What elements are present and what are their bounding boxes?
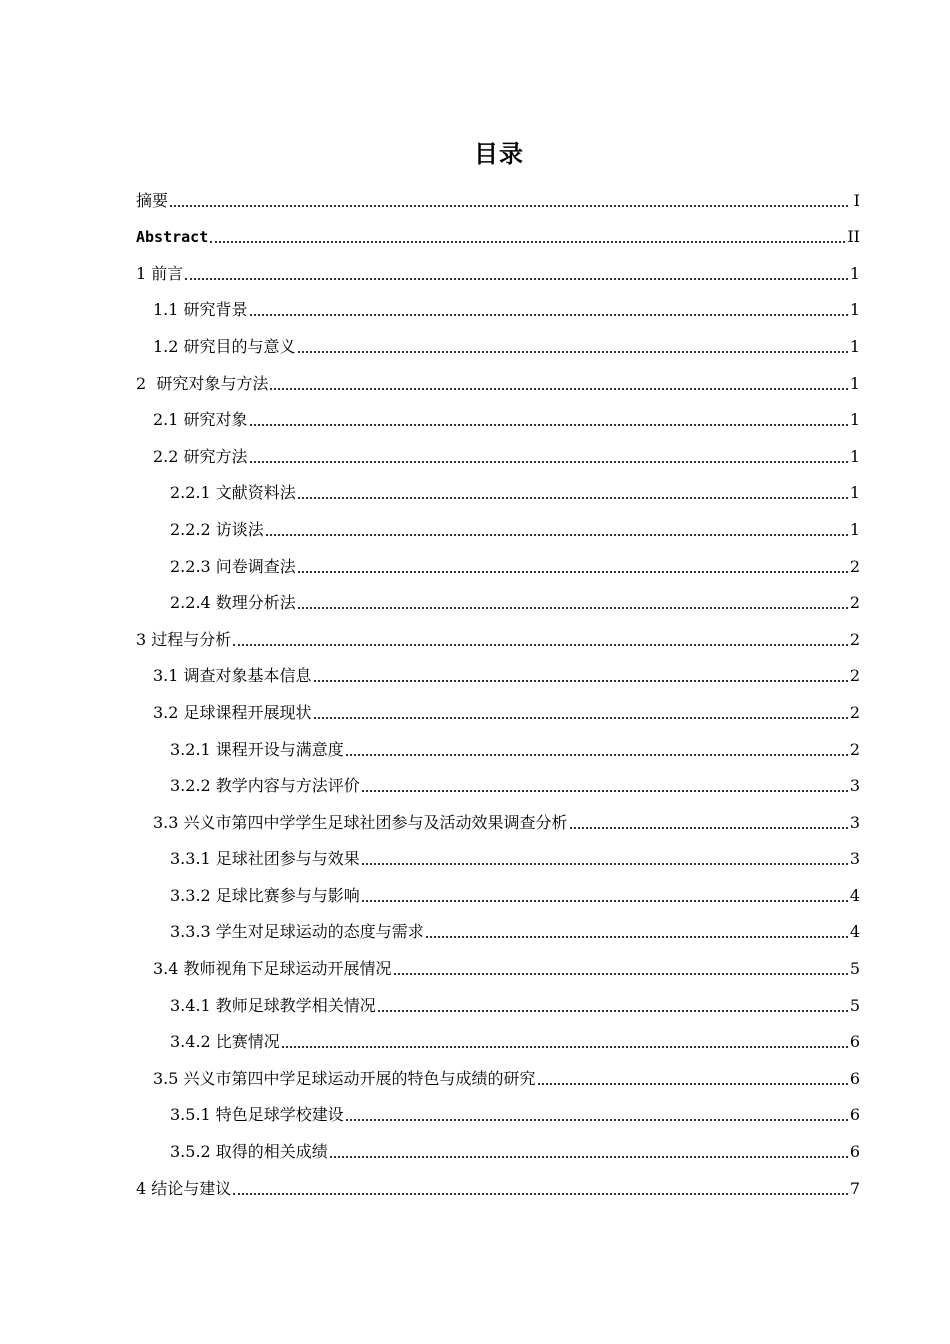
toc-entry-label: 1.1 研究背景 bbox=[153, 300, 248, 320]
toc-entry-page: 1 bbox=[849, 263, 860, 283]
toc-entry-3-3[interactable] bbox=[136, 804, 860, 841]
toc-entry-2-2-1[interactable] bbox=[136, 475, 860, 512]
dot-leader bbox=[185, 278, 848, 280]
toc-list bbox=[136, 182, 860, 1207]
toc-entry-label: 3.2.1 课程开设与满意度 bbox=[170, 739, 344, 759]
toc-entry-page: 1 bbox=[849, 519, 860, 539]
toc-entry-page: 2 bbox=[849, 556, 860, 576]
dot-leader bbox=[298, 607, 848, 609]
toc-entry-3-1[interactable] bbox=[136, 658, 860, 695]
toc-entry-page: 4 bbox=[849, 922, 860, 942]
toc-entry-3-4[interactable] bbox=[136, 950, 860, 987]
toc-entry-page: 1 bbox=[849, 336, 860, 356]
toc-entry-page: I bbox=[853, 190, 860, 210]
toc-entry-label: 2 研究对象与方法 bbox=[136, 373, 269, 393]
toc-entry-abstract-cn[interactable] bbox=[136, 182, 860, 219]
toc-entry-page: 2 bbox=[849, 593, 860, 613]
dot-leader bbox=[210, 241, 845, 243]
toc-entry-label: 2.2 研究方法 bbox=[153, 446, 248, 466]
toc-entry-page: II bbox=[847, 227, 860, 247]
dot-leader bbox=[378, 1010, 848, 1012]
toc-entry-label: 3.4.1 教师足球教学相关情况 bbox=[170, 995, 376, 1015]
toc-entry-label: 3.2.2 教学内容与方法评价 bbox=[170, 776, 360, 796]
toc-entry-page: 7 bbox=[849, 1178, 860, 1198]
toc-entry-3[interactable] bbox=[136, 621, 860, 658]
toc-entry-abstract-en[interactable] bbox=[136, 219, 860, 256]
toc-entry-label: 3 过程与分析 bbox=[136, 629, 232, 649]
toc-entry-2[interactable] bbox=[136, 365, 860, 402]
toc-entry-page: 4 bbox=[849, 885, 860, 905]
toc-entry-label: 3.2 足球课程开展现状 bbox=[153, 702, 312, 722]
toc-entry-label: 2.2.2 访谈法 bbox=[170, 519, 264, 539]
toc-entry-1-2[interactable] bbox=[136, 328, 860, 365]
toc-entry-label: 3.5.2 取得的相关成绩 bbox=[170, 1142, 328, 1162]
toc-entry-page: 5 bbox=[849, 959, 860, 979]
dot-leader bbox=[362, 900, 848, 902]
toc-entry-label: 3.5.1 特色足球学校建设 bbox=[170, 1105, 344, 1125]
toc-entry-1[interactable] bbox=[136, 255, 860, 292]
toc-entry-label: 3.3.1 足球社团参与与效果 bbox=[170, 849, 360, 869]
dot-leader bbox=[170, 205, 848, 207]
toc-entry-label: 3.1 调查对象基本信息 bbox=[153, 666, 312, 686]
toc-entry-page: 1 bbox=[849, 446, 860, 466]
toc-entry-3-3-2[interactable] bbox=[136, 877, 860, 914]
dot-leader bbox=[298, 351, 848, 353]
toc-entry-page: 1 bbox=[849, 300, 860, 320]
toc-entry-label: Abstract bbox=[136, 228, 209, 247]
dot-leader bbox=[346, 1119, 848, 1121]
dot-leader bbox=[346, 754, 848, 756]
toc-entry-page: 2 bbox=[849, 702, 860, 722]
dot-leader bbox=[330, 1156, 848, 1158]
toc-entry-label: 3.5 兴义市第四中学足球运动开展的特色与成绩的研究 bbox=[153, 1068, 536, 1088]
toc-entry-page: 1 bbox=[849, 373, 860, 393]
toc-entry-page: 2 bbox=[849, 739, 860, 759]
dot-leader bbox=[298, 571, 848, 573]
dot-leader bbox=[298, 497, 848, 499]
toc-entry-label: 3.4 教师视角下足球运动开展情况 bbox=[153, 959, 392, 979]
toc-entry-label: 4 结论与建议 bbox=[136, 1178, 232, 1198]
toc-entry-page: 6 bbox=[849, 1142, 860, 1162]
toc-entry-3-4-2[interactable] bbox=[136, 1024, 860, 1061]
dot-leader bbox=[570, 827, 848, 829]
toc-entry-label: 1.2 研究目的与意义 bbox=[153, 336, 296, 356]
toc-entry-page: 3 bbox=[849, 849, 860, 869]
toc-entry-2-2-2[interactable] bbox=[136, 511, 860, 548]
toc-entry-label: 3.3.3 学生对足球运动的态度与需求 bbox=[170, 922, 424, 942]
toc-entry-page: 6 bbox=[849, 1105, 860, 1125]
toc-entry-page: 6 bbox=[849, 1068, 860, 1088]
toc-entry-2-2-3[interactable] bbox=[136, 548, 860, 585]
dot-leader bbox=[250, 424, 848, 426]
toc-entry-label: 3.4.2 比赛情况 bbox=[170, 1032, 280, 1052]
toc-entry-label: 2.2.1 文献资料法 bbox=[170, 483, 296, 503]
toc-entry-4[interactable] bbox=[136, 1170, 860, 1207]
toc-entry-page: 3 bbox=[849, 812, 860, 832]
dot-leader bbox=[266, 534, 848, 536]
toc-entry-3-2-1[interactable] bbox=[136, 731, 860, 768]
dot-leader bbox=[233, 644, 848, 646]
toc-entry-3-5-1[interactable] bbox=[136, 1097, 860, 1134]
toc-entry-page: 6 bbox=[849, 1032, 860, 1052]
toc-entry-3-5-2[interactable] bbox=[136, 1133, 860, 1170]
toc-entry-3-3-1[interactable] bbox=[136, 841, 860, 878]
toc-entry-3-3-3[interactable] bbox=[136, 914, 860, 951]
dot-leader bbox=[426, 936, 848, 938]
dot-leader bbox=[362, 790, 848, 792]
dot-leader bbox=[314, 717, 848, 719]
toc-entry-3-4-1[interactable] bbox=[136, 987, 860, 1024]
dot-leader bbox=[233, 1193, 848, 1195]
dot-leader bbox=[250, 314, 848, 316]
toc-title: 目录 bbox=[474, 140, 524, 168]
toc-entry-page: 2 bbox=[849, 666, 860, 686]
toc-entry-page: 2 bbox=[849, 629, 860, 649]
toc-entry-label: 2.2.4 数理分析法 bbox=[170, 593, 296, 613]
toc-entry-3-2-2[interactable] bbox=[136, 768, 860, 805]
toc-entry-label: 3.3 兴义市第四中学学生足球社团参与及活动效果调查分析 bbox=[153, 812, 568, 832]
toc-entry-page: 1 bbox=[849, 410, 860, 430]
toc-entry-2-1[interactable] bbox=[136, 402, 860, 439]
toc-entry-2-2[interactable] bbox=[136, 438, 860, 475]
dot-leader bbox=[250, 461, 848, 463]
toc-entry-label: 1 前言 bbox=[136, 263, 184, 283]
toc-entry-label: 3.3.2 足球比赛参与与影响 bbox=[170, 885, 360, 905]
toc-entry-page: 3 bbox=[849, 776, 860, 796]
toc-entry-2-2-4[interactable] bbox=[136, 585, 860, 622]
toc-entry-page: 1 bbox=[849, 483, 860, 503]
dot-leader bbox=[282, 1046, 848, 1048]
toc-entry-label: 2.2.3 问卷调查法 bbox=[170, 556, 296, 576]
toc-entry-1-1[interactable] bbox=[136, 292, 860, 329]
toc-entry-3-2[interactable] bbox=[136, 694, 860, 731]
dot-leader bbox=[538, 1083, 848, 1085]
dot-leader bbox=[362, 863, 848, 865]
dot-leader bbox=[270, 388, 847, 390]
dot-leader bbox=[314, 680, 848, 682]
dot-leader bbox=[394, 973, 848, 975]
toc-entry-label: 摘要 bbox=[136, 190, 169, 210]
toc-entry-label: 2.1 研究对象 bbox=[153, 410, 248, 430]
toc-entry-3-5[interactable] bbox=[136, 1060, 860, 1097]
toc-entry-page: 5 bbox=[849, 995, 860, 1015]
